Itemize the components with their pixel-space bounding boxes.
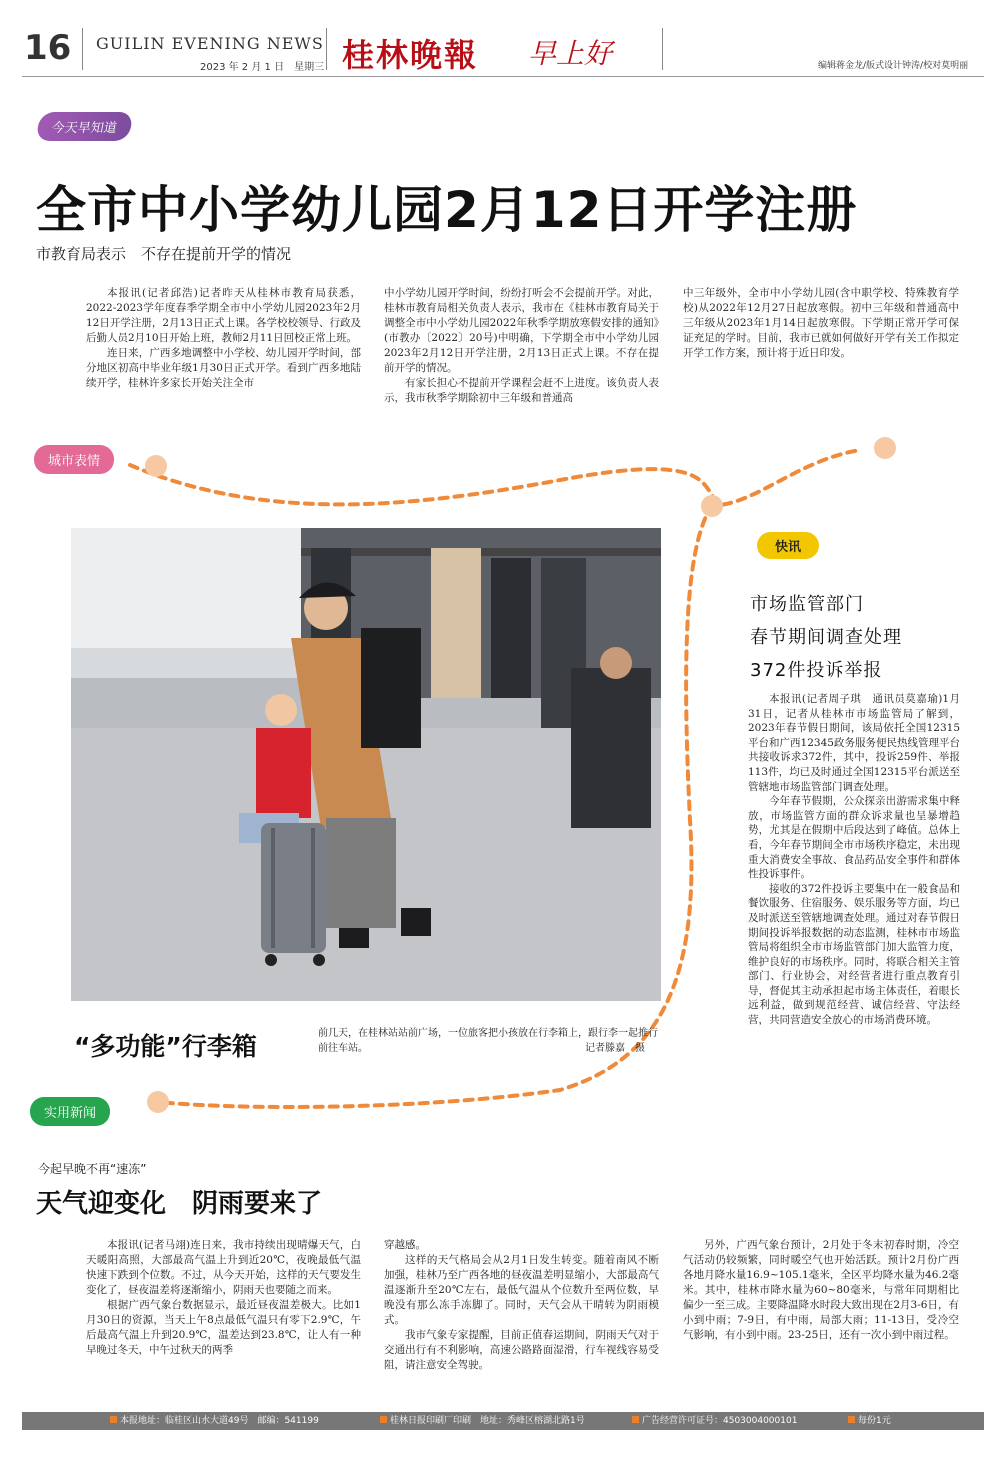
article-paragraph: 我市气象专家提醒，目前正值春运期间，阴雨天气对于交通出行有不利影响，高速公路路面湿滑，行车视线容易受阻，请注意安全驾驶。 — [384, 1329, 659, 1371]
article-paragraph: 本报讯(记者邱浩)记者昨天从桂林市教育局获悉，2022-2023学年度春季学期全市中小学幼儿园2023年2月12日开学注册，2月13日正式上课。各学校校领导、行政及后勤人员2月10日开始上班，教师2月11日回校正常上班。 — [86, 287, 361, 344]
weather-column-3 — [683, 1238, 959, 1343]
article-paragraph: 接收的372件投诉主要集中在一般食品和餐饮服务、住宿服务、娱乐服务等方面，均已及时派送至管辖地调查处理。通过对春节假日期间投诉举报数据的动态监测，桂林市市场监管局将组织全市市场监管部门加大监管力度，维护良好的市场秩序。同时，将联合相关主管部门、行业协会，对经营者进行重点教育引导，督促其主动承担起市场主体责任，着眼长远利益，做到规范经营、诚信经营、守法经营，共同营造安全放心的市场消费环境。 — [748, 882, 960, 1027]
article-paragraph: 本报讯(记者周子琪 通讯员莫嘉瑜)1月31日，记者从桂林市市场监管局了解到，2023年春节假日期间，该局依托全国12315平台和广西12345政务服务便民热线管理平台共接收诉求372件，其中，投诉259件、举报113件，均已及时通过全国12315平台派送至管辖地市场监管部门调查处理。 — [748, 693, 960, 793]
footer-price: 每份1元 — [848, 1412, 891, 1430]
flash-title-line-2: 春节期间调查处理 — [750, 627, 902, 648]
article-paragraph: 本报讯(记者马翊)连日来，我市持续出现晴爆天气，白天暖阳高照，大部最高气温上升到近20℃，夜晚最低气温快速下跌到个位数。不过，从今天开始，这样的天气要发生变化了，昼夜温差将逐渐缩小，阴雨天也要随之而来。 — [86, 1239, 361, 1296]
photo-title: “多功能”行李箱 — [74, 1032, 257, 1061]
article-paragraph: 连日来，广西多地调整中小学校、幼儿园开学时间，部分地区初高中毕业年级1月30日正式开学。看到广西多地陆续开学，桂林许多家长开始关注全市 — [86, 347, 361, 389]
lead-column-1 — [86, 286, 361, 391]
flash-title-line-1: 市场监管部门 — [750, 594, 864, 615]
weather-column-2 — [384, 1238, 659, 1373]
news-photo — [71, 528, 661, 1001]
weather-column-1 — [86, 1238, 361, 1358]
masthead-divider — [662, 28, 663, 70]
paper-name-cn: 桂林晚報 — [342, 36, 479, 74]
section-tag-city: 城市表情 — [34, 445, 114, 474]
photo-illustration — [71, 528, 661, 1001]
masthead-divider — [82, 28, 83, 70]
route-dot — [874, 437, 896, 459]
lead-subheadline: 市教育局表示 不存在提前开学的情况 — [36, 245, 292, 263]
photo-caption — [318, 1026, 663, 1056]
article-paragraph: 今年春节假期，公众探亲出游需求集中释放，市场监管方面的群众诉求量也呈暴增趋势，尤其是在假期中后段达到了峰值。总体上看，今年春节期间全市市场秩序稳定，未出现重大消费安全事故、食品药品安全事件和群体性投诉事件。 — [748, 795, 960, 881]
masthead-divider — [326, 28, 327, 70]
route-dot — [147, 1091, 169, 1113]
article-paragraph: 有家长担心不提前开学课程会赶不上进度。该负责人表示，我市秋季学期除初中三年级和普通高 — [384, 377, 659, 404]
footer-bar — [22, 1412, 984, 1430]
photo-credit: 记者滕嘉 摄 — [585, 1043, 645, 1054]
editor-credits: 编辑蒋金龙/版式设计钟涛/校对莫明丽 — [818, 61, 969, 71]
article-paragraph: 穿越感。 — [384, 1239, 426, 1251]
lead-column-2 — [384, 286, 659, 406]
article-paragraph: 中三年级外，全市中小学幼儿园(含中职学校、特殊教育学校)从2022年12月27日起放寒假。初中三年级和普通高中三年级从2023年1月14日起放寒假。下学期正常开学可保证充足的学时。目前，我市已就如何做好开学有关工作拟定开学工作方案，预计将于近日印发。 — [683, 287, 959, 359]
lead-column-3 — [683, 286, 959, 361]
article-paragraph: 中小学幼儿园开学时间，纷纷打听会不会提前开学。对此，桂林市教育局相关负责人表示，我市在《桂林市教育局关于调整全市中小学幼儿园2022年秋季学期放寒假安排的通知》(市教办〔2022〕20号)中明确，下学期全市中小学幼儿园2023年2月12日开学注册，2月13日正式上课。不存在提前开学的情况。 — [384, 287, 659, 374]
paper-name-en: GUILIN EVENING NEWS — [96, 34, 324, 53]
section-tag-useful: 实用新闻 — [30, 1097, 110, 1126]
photo-caption-text: 前几天，在桂林站站前广场，一位旅客把小孩放在行李箱上，跟行李一起推行前往车站。 — [318, 1028, 658, 1054]
section-tag-today: 今天早知道 — [35, 112, 133, 141]
flash-article — [748, 692, 960, 1028]
page-number: 16 — [24, 28, 72, 68]
flash-title-line-3: 372件投诉举报 — [750, 660, 883, 681]
route-dot — [701, 495, 723, 517]
lead-headline: 全市中小学幼儿园2月12日开学注册 — [36, 181, 858, 239]
issue-date: 2023 年 2 月 1 日 星期三 — [200, 62, 325, 73]
weather-headline: 天气迎变化 阴雨要来了 — [36, 1189, 323, 1219]
masthead-rule — [22, 76, 984, 77]
footer-address: 本报地址：临桂区山水大道49号 邮编：541199 — [110, 1412, 319, 1430]
footer-printer: 桂林日报印刷厂印刷 地址：秀峰区榕湖北路1号 — [380, 1412, 585, 1430]
footer-license: 广告经营许可证号：4503004000101 — [632, 1412, 797, 1430]
article-paragraph: 这样的天气格局会从2月1日发生转变。随着南风不断加强，桂林乃至广西各地的昼夜温差明显缩小，大部最高气温逐渐升至20℃左右，最低气温从个位数升至两位数，早晚没有那么冻手冻脚了。同时，天气会从干晴转为阴雨模式。 — [384, 1254, 659, 1326]
article-paragraph: 另外，广西气象台预计，2月处于冬末初春时期，冷空气活动仍较频繁，同时暖空气也开始活跃。预计2月份广西各地月降水量16.9~105.1毫米，全区平均降水量为46.2毫米。其中，桂林市降水量为60~80毫米，与常年同期相比偏少一至三成。主要降温降水时段大致出现在2月3-6日，有小到中雨；7-9日，有中雨，局部大雨；11-13日，受冷空气影响，有小到中雨。23-25日，还有一次小到中雨过程。 — [683, 1239, 959, 1341]
section-tag-flash: 快讯 — [757, 532, 819, 559]
edition-name: 早上好 — [528, 37, 613, 70]
article-paragraph: 根据广西气象台数据显示，最近昼夜温差极大。比如1月30日的资源，当天上午8点最低气温只有零下2.9℃，午后最高气温上升到20.9℃，温差达到23.8℃，让人有一种早晚过冬天，中午过秋天的两季 — [86, 1299, 361, 1356]
weather-kicker: 今起早晚不再“速冻” — [38, 1162, 147, 1176]
route-dot — [145, 455, 167, 477]
